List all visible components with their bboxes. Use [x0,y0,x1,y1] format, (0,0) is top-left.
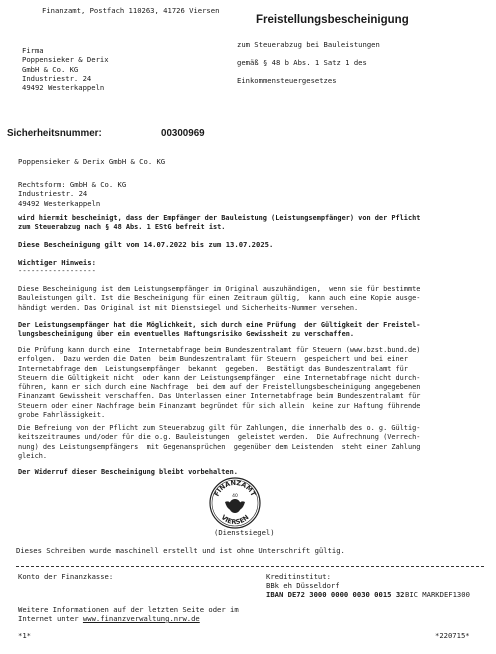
notice-heading-underline: ------------------ [18,266,96,275]
seal-top-text: FINANZAMT [212,478,258,498]
subtitle-line-2: gemäß § 48 b Abs. 1 Satz 1 des [237,58,367,67]
official-seal [208,476,262,530]
security-number-label: Sicherheitsnummer: [7,128,102,139]
sender-line: Finanzamt, Postfach 110263, 41726 Viersen [42,6,220,15]
eagle-icon [225,499,245,513]
company-details [18,180,126,208]
notice-line: Finanzamt Gewissheit verschaffen. Das Unterlassen einer Internetabfrage beim Bundeszentralamt für [18,392,421,401]
address-line: Poppensieker & Derix [22,55,109,65]
company-line: 49492 Westerkappeln [18,198,101,208]
address-line: Firma [22,46,44,55]
iban: IBAN DE72 3000 0000 0030 0015 32 [266,590,405,599]
recipient-address [22,46,109,92]
account-label: Konto der Finanzkasse: [18,572,114,581]
notice-line: Der Leistungsempfänger hat die Möglichkeit, sich durch eine Prüfung der Gültigkeit der Freistel- [18,321,421,329]
subtitle-line-3: Einkommensteuergesetzes [237,76,337,85]
info-website-link[interactable]: www.finanzverwaltung.nrw.de [82,614,200,623]
footer-divider [16,566,484,567]
notice-line: lungsbescheinigung über ein eventuelles Haftungsrisiko Gewissheit zu verschaffen. [18,330,355,339]
address-line: GmbH & Co. KG [22,64,79,74]
notice-line: Die Prüfung kann durch eine Internetabfrage beim Bundeszentralamt für Steuern (www.bzst.bund.de) [18,346,421,354]
subtitle-line-1: zum Steuerabzug bei Bauleistungen [237,40,380,49]
info-line-1: Weitere Informationen auf der letzten Seite oder im [18,605,239,614]
seal-caption: (Dienstsiegel) [214,528,275,537]
notice-line: nung) des Leistungsempfängers mit Gegenansprüchen gegenüber dem Leistenden steht einer Zahlung [18,442,421,451]
document-code: *220715* [435,631,470,640]
notice-line: händigt werden. Das Original ist mit Dienstsiegel und Sicherheits-Nummer versehen. [18,303,359,312]
info-line-2 [18,614,200,623]
notice-line: Steuern oder einer Nachfrage beim Finanzamt begründet für sich allein keine zur Haftung führende [18,401,421,410]
company-line: Industriestr. 24 [18,189,88,199]
notice-line: keitszeitraumes und/oder für die o.g. Bauleistungen geleistet werden. Die Aufrechnung (Verrech- [18,433,421,442]
bank-name: BBk eh Düsseldorf [266,581,340,590]
seal-bottom-text: VIERSEN [219,513,251,527]
document-title: Freistellungsbescheinigung [256,14,409,26]
company-name: Poppensieker & Derix GmbH & Co. KG [18,157,166,166]
notice-line: Die Befreiung von der Pflicht zum Steuerabzug gilt für Zahlungen, die innerhalb des o. g. Gültig- [18,424,421,432]
certification-line: wird hiermit bescheinigt, dass der Empfänger der Bauleistung (Leistungsempfänger) von der Pflicht [18,214,421,222]
address-line: Industriestr. 24 [22,73,92,83]
info-prefix: Internet unter [18,614,83,623]
seal-number: 40 [232,494,238,499]
notice-paragraph-internet-check [18,346,420,420]
notice-line: erfolgen. Dazu werden die Daten beim Bundeszentralamt für Steuern gespeichert und bei einer [18,355,408,364]
bic: BIC MARKDEF1300 [405,590,470,599]
notice-line: führen, kann er sich durch eine Nachfrage bei dem auf der Freistellungsbescheinigung angegebenen [18,383,421,392]
page-marker: *1* [18,631,31,640]
notice-line: Internetabfrage dem Leistungsempfänger bekannt gegeben. Bestätigt das Bundeszentralamt für [18,364,408,373]
notice-line: grobe Fahrlässigkeit. [18,411,106,420]
certification-line: zum Steuerabzug nach § 48 Abs. 1 EStG befreit ist. [18,223,226,232]
certification-text [18,214,420,233]
notice-paragraph-exemption [18,424,420,461]
notice-line: Diese Bescheinigung ist dem Leistungsempfänger im Original auszuhändigen, wenn sie für bestimmte [18,285,421,293]
revocation-note: Der Widerruf dieser Bescheinigung bleibt vorbehalten. [18,468,238,476]
notice-paragraph-original [18,285,420,313]
notice-heading: Wichtiger Hinweis: [18,258,96,267]
notice-line: Bauleistungen gilt. Ist die Bescheinigung für einen Zeitraum gültig, kann auch eine Kopie ausge- [18,294,421,303]
notice-paragraph-verification [18,321,420,340]
address-line: 49492 Westerkappeln [22,83,105,93]
security-number-value: 00300969 [161,128,205,139]
validity-statement: Diese Bescheinigung gilt vom 14.07.2022 bis zum 13.07.2025. [18,240,274,249]
notice-line: gleich. [18,451,48,460]
bank-label: Kreditinstitut: [266,572,331,581]
notice-line: Steuern die Gültigkeit nicht oder kann der Leistungsempfänger eine Internetabfrage nicht durch- [18,373,421,382]
company-line: Rechtsform: GmbH & Co. KG [18,180,127,189]
machine-generated-note: Dieses Schreiben wurde maschinell erstellt und ist ohne Unterschrift gültig. [16,546,345,555]
